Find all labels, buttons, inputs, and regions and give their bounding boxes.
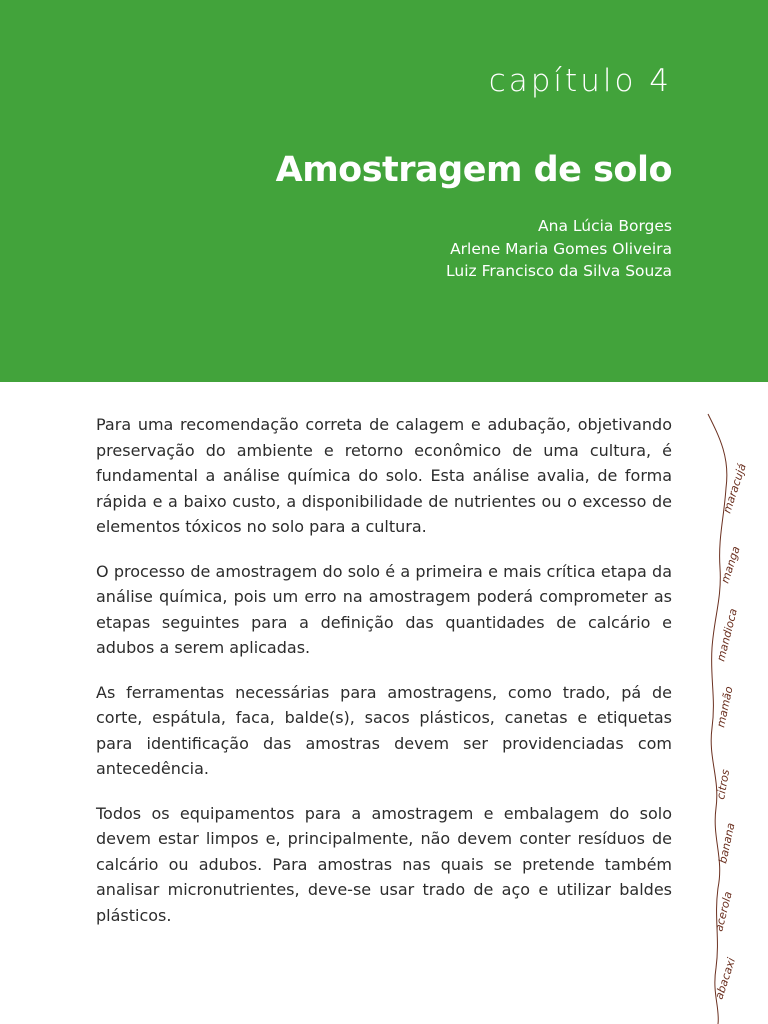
fruit-label: abacaxi: [712, 956, 739, 1001]
author-name: Ana Lúcia Borges: [538, 217, 672, 235]
fruit-label: manga: [718, 544, 743, 585]
paragraph: As ferramentas necessárias para amostragens, como trado, pá de corte, espátula, faca, balde(s), sacos plásticos, canetas e etiquetas para identificação das amostras devem ser providenciadas com antecedência.: [96, 682, 672, 778]
chapter-title: Amostragem de solo: [275, 150, 672, 190]
chapter-body: [96, 412, 672, 947]
chapter-header-band: [0, 0, 768, 382]
paragraph: Para uma recomendação correta de calagem e adubação, objetivando preservação do ambiente e retorno econômico de uma cultura, é fundamental a análise química do solo. Esta análise avalia, de forma rápida e a baixo custo, a disponibilidade de nutrientes ou o excesso de elementos tóxicos no solo para a cultura.: [96, 415, 672, 536]
fruit-label: banana: [716, 821, 738, 865]
fruit-label: mamão: [714, 685, 736, 729]
author-name: Arlene Maria Gomes Oliveira: [450, 239, 672, 258]
fruit-vine-decoration: [690, 408, 760, 1024]
chapter-number: capítulo 4: [488, 63, 672, 99]
fruit-label: citros: [714, 768, 733, 801]
fruit-label: mandioca: [714, 607, 740, 663]
author-list: [446, 215, 672, 283]
author-name: Luiz Francisco da Silva Souza: [446, 262, 672, 280]
fruit-label: maracujá: [720, 461, 749, 515]
paragraph: Todos os equipamentos para a amostragem e embalagem do solo devem estar limpos e, principalmente, não devem conter resíduos de calcário ou adubos. Para amostras nas quais se pretende também analisar micronutrientes, deve-se usar trado de aço e utilizar baldes plásticos.: [96, 803, 672, 925]
fruit-label: acerola: [712, 890, 735, 933]
paragraph: O processo de amostragem do solo é a primeira e mais crítica etapa da análise química, pois um erro na amostragem poderá comprometer as etapas seguintes para a definição das quantidades de calcário e adubos a serem aplicadas.: [96, 561, 672, 657]
